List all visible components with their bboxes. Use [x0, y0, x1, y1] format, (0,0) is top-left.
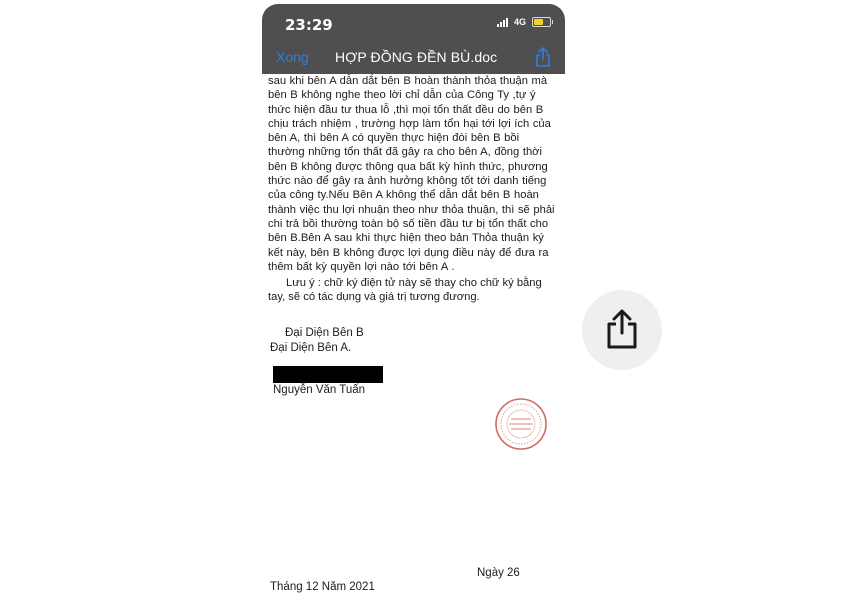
redacted-signature	[273, 366, 383, 383]
document-title: HỢP ĐỒNG ĐỀN BÙ.doc	[335, 49, 498, 65]
date-day: Ngày 26	[477, 567, 520, 579]
app-toolbar	[262, 4, 565, 74]
signal-icon	[497, 17, 508, 27]
share-button[interactable]	[582, 290, 662, 370]
done-button[interactable]: Xong	[276, 49, 309, 65]
signer-name: Nguyễn Văn Tuấn	[273, 384, 366, 396]
date-month-year: Tháng 12 Năm 2021	[270, 581, 375, 593]
note-paragraph	[268, 276, 558, 305]
battery-icon	[532, 17, 551, 27]
note-text: Lưu ý : chữ ký điện tử này sẽ thay cho chữ ký bằng tay, sẽ có tác dụng và giá trị tương đương.	[268, 277, 542, 304]
rep-a-label: Đại Diện Bên A.	[270, 342, 352, 354]
share-icon[interactable]	[534, 47, 552, 67]
document-page	[268, 74, 558, 305]
contract-body-text: sau khi bên A dẫn dắt bên B hoàn thành thỏa thuận mà bên B không nghe theo lời chỉ dẫn của Công Ty ,tự ý thức hiện đầu tư thua lỗ ,thì mọi tổn thất đều do bên B chịu trách nhiệm , trường hợp làm tổn hại tới lợi ích của bên A, thì bên A có quyền thực hiện đòi bên B bồi thường những tổn thất đã gây ra cho bên A, đồng thời bên B không được thông qua bất kỳ hình thức, phương thức nào để gây ra ảnh hưởng không tốt tới danh tiếng của công ty.Nếu Bên A không thể dẫn dắt bên B hoàn thành việc thu lợi nhuận theo như thỏa thuận, thì sẽ phải chi trả bồi thường toàn bộ số tiền đầu tư bị tổn thất cho bên B.Bên A sau khi thực hiện theo bản Thỏa thuận ký kết này, bên B không được lợi dụng điều này để đưa ra thêm bất kỳ quyền lợi nào tới bên A .	[268, 75, 555, 273]
rep-b-label: Đại Diện Bên B	[285, 327, 364, 339]
network-label: 4G	[513, 17, 526, 27]
company-seal	[494, 397, 548, 451]
status-indicators	[497, 17, 551, 27]
status-time: 23:29	[285, 16, 333, 34]
share-icon	[604, 308, 640, 350]
